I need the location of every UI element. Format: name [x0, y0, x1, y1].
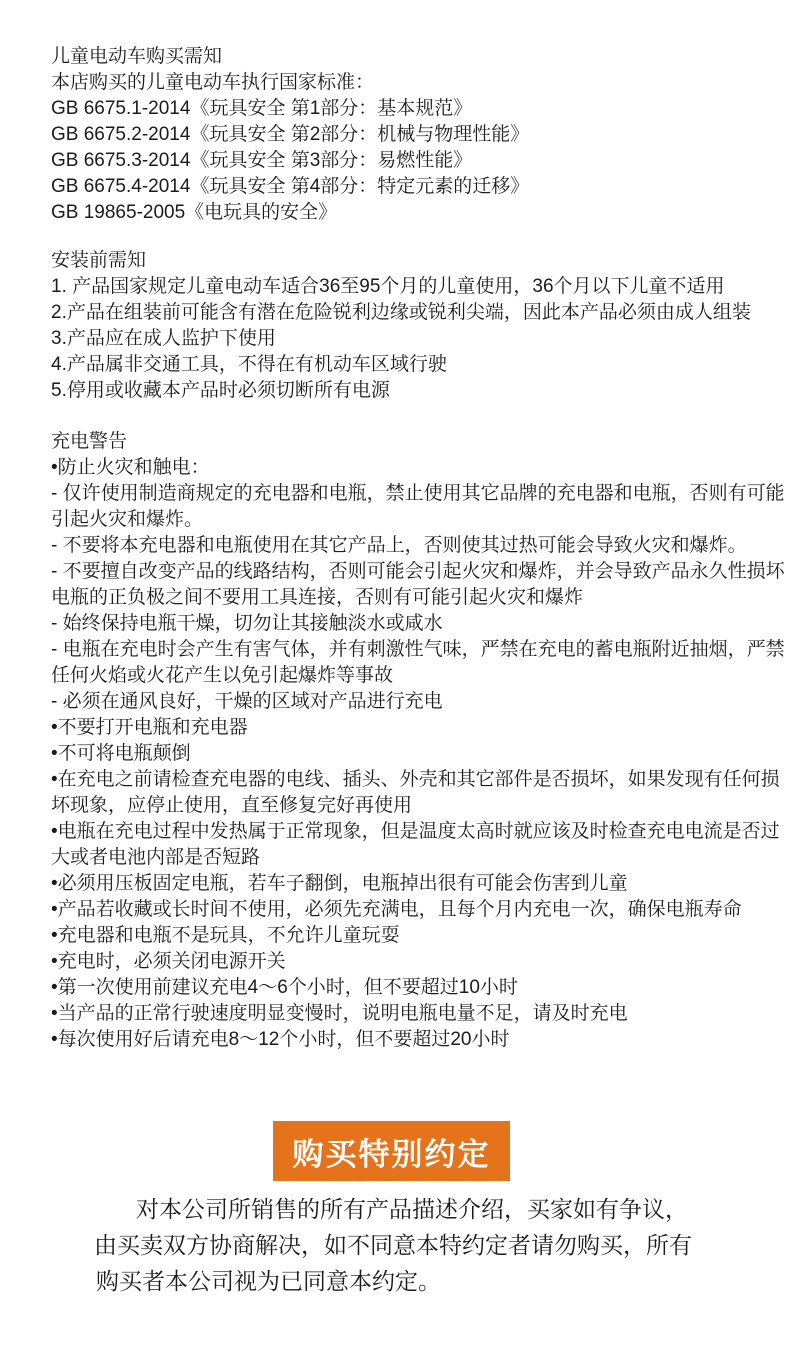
text-line: •不可将电瓶颠倒 — [51, 743, 191, 764]
text-line: 本店购买的儿童电动车执行国家标准： — [51, 72, 375, 93]
text-line: - 电瓶在充电时会产生有害气体，并有刺激性气味，严禁在充电的蓄电瓶附近抽烟，严禁 — [51, 639, 785, 660]
text-line: - 仅许使用制造商规定的充电器和电瓶，禁止使用其它品牌的充电器和电瓶，否则有可能 — [51, 483, 785, 504]
text-line: GB 6675.1-2014《玩具安全 第1部分：基本规范》 — [51, 98, 473, 119]
text-line: 任何火焰或火花产生以免引起爆炸等事故 — [51, 665, 394, 686]
text-line: 坏现象，应停止使用，直至修复完好再使用 — [51, 795, 413, 816]
section-title: 儿童电动车购买需知 — [51, 46, 223, 67]
text-line: •电瓶在充电过程中发热属于正常现象，但是温度太高时就应该及时检查充电电流是否过 — [51, 821, 780, 842]
text-line: 电瓶的正负极之间不要用工具连接，否则有可能引起火灾和爆炸 — [51, 587, 584, 608]
section-title: 充电警告 — [51, 431, 128, 452]
text-line: GB 6675.3-2014《玩具安全 第3部分：易燃性能》 — [51, 150, 473, 171]
agreement-line: 由买卖双方协商解决，如不同意本特约定者请勿购买，所有 — [94, 1232, 692, 1258]
text-line: •不要打开电瓶和充电器 — [51, 717, 248, 738]
text-line: GB 6675.4-2014《玩具安全 第4部分：特定元素的迁移》 — [51, 176, 530, 197]
text-line: •当产品的正常行驶速度明显变慢时，说明电瓶电量不足，请及时充电 — [51, 1003, 628, 1024]
agreement-line: 购买者本公司视为已同意本约定。 — [96, 1268, 441, 1294]
agreement-line: 对本公司所销售的所有产品描述介绍，买家如有争议， — [136, 1196, 688, 1222]
text-line: •充电器和电瓶不是玩具，不允许儿童玩耍 — [51, 925, 400, 946]
text-line: 大或者电池内部是否短路 — [51, 847, 261, 868]
text-line: •第一次使用前建议充电4～6个小时，但不要超过10小时 — [51, 977, 518, 998]
text-line: 引起火灾和爆炸。 — [51, 509, 204, 530]
text-line: - 不要将本充电器和电瓶使用在其它产品上，否则使其过热可能会导致火灾和爆炸。 — [51, 535, 747, 556]
section-charging-warning — [51, 429, 786, 1053]
text-line: 2.产品在组装前可能含有潜在危险锐利边缘或锐利尖端，因此本产品必须由成人组装 — [51, 302, 751, 323]
text-line: - 始终保持电瓶干燥，切勿让其接触淡水或咸水 — [51, 613, 443, 634]
text-line: GB 19865-2005《电玩具的安全》 — [51, 202, 338, 223]
text-line: 1. 产品国家规定儿童电动车适合36至95个月的儿童使用，36个月以下儿童不适用 — [51, 276, 725, 297]
text-line: •产品若收藏或长时间不使用，必须先充满电，且每个月内充电一次，确保电瓶寿命 — [51, 899, 742, 920]
special-agreement-text — [94, 1191, 744, 1299]
text-line: - 必须在通风良好，干燥的区域对产品进行充电 — [51, 691, 443, 712]
text-line: •必须用压板固定电瓶，若车子翻倒，电瓶掉出很有可能会伤害到儿童 — [51, 873, 628, 894]
text-line: •充电时，必须关闭电源开关 — [51, 951, 286, 972]
text-line: GB 6675.2-2014《玩具安全 第2部分：机械与物理性能》 — [51, 124, 530, 145]
section-install-notes — [51, 248, 786, 404]
text-line: 5.停用或收藏本产品时必须切断所有电源 — [51, 380, 390, 401]
text-line: - 不要擅自改变产品的线路结构，否则可能会引起火灾和爆炸，并会导致产品永久性损坏 — [51, 561, 785, 582]
text-line: •防止火灾和触电： — [51, 457, 210, 478]
special-agreement-banner-label: 购买特别约定 — [292, 1136, 491, 1172]
text-line: 3.产品应在成人监护下使用 — [51, 328, 276, 349]
section-title: 安装前需知 — [51, 250, 147, 271]
purchase-notice — [51, 44, 786, 1053]
text-line: •在充电之前请检查充电器的电线、插头、外壳和其它部件是否损坏，如果发现有任何损 — [51, 769, 780, 790]
section-national-standards — [51, 44, 786, 226]
text-line: •每次使用好后请充电8～12个小时，但不要超过20小时 — [51, 1029, 510, 1050]
special-agreement-banner — [273, 1121, 510, 1181]
text-line: 4.产品属非交通工具，不得在有机动车区域行驶 — [51, 354, 447, 375]
